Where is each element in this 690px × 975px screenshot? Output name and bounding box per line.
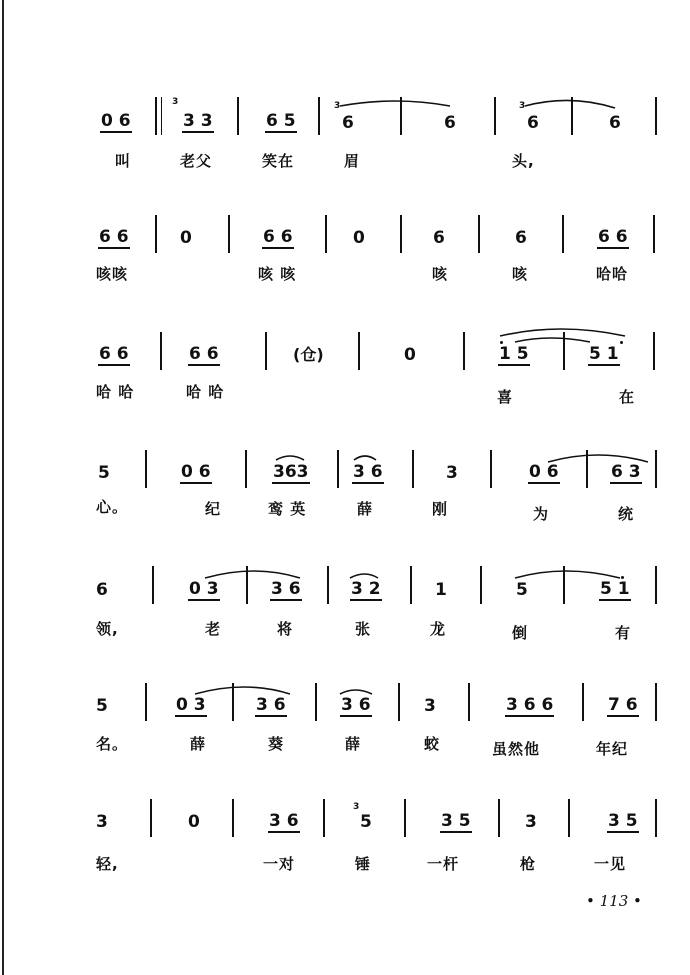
bar-line [145,683,147,721]
note: 6 [444,113,456,133]
slur-arc [548,455,648,462]
note-group: 6 6 [99,344,129,364]
lyric: 有 [615,624,632,642]
lyric: 龙 [430,620,447,638]
lyric: 喜 [497,388,514,406]
lyric: 咳 咳 [258,265,297,283]
note-group: 5 1 [600,579,630,599]
high-octave-dot [500,341,503,344]
note: 6 [433,228,445,248]
bar-line [478,215,480,253]
slur-arc [276,456,304,460]
note-group: 363 [273,462,309,482]
lyric: 在 [619,388,636,406]
note: 6 [527,113,539,133]
note: 0 [180,228,192,248]
note-group: 3 6 [353,462,383,482]
bar-line [655,566,657,604]
lyric: 一见 [594,855,627,873]
tie-arc [340,101,450,106]
high-octave-dot [620,341,623,344]
lyric: 咳 [512,265,529,283]
bar-line [398,683,400,721]
note-group: 6 6 [99,227,129,247]
note-group: 6 6 [598,227,628,247]
bar-line [150,799,152,837]
note: 6 [342,113,354,133]
bar-line [490,450,492,488]
bar-line [337,450,339,488]
slur-arc [340,690,372,694]
bar-line [232,683,234,721]
note: 6 [96,580,108,600]
lyric: 一杆 [427,855,460,873]
note-group: 3 6 6 [506,695,554,715]
note-group: 3 6 [271,579,301,599]
lyric: 哈 哈 [186,383,225,401]
lyric: 锤 [355,855,372,873]
lyric: 名。 [96,735,129,753]
lyric: 咳 [432,265,449,283]
note: 0 [353,228,365,248]
tie-arc [525,100,615,108]
bar-line [653,332,655,370]
lyric: 头, [512,152,535,170]
note: 5 [96,696,108,716]
lyric: 薛 [190,735,207,753]
lyric: 倒 [512,624,529,642]
note: 3 [424,696,436,716]
lyric: 枪 [520,855,537,873]
lyric: 咳咳 [96,265,129,283]
lyric: 笑在 [262,152,295,170]
bar-line [480,566,482,604]
bar-line [228,215,230,253]
note-group: 0 6 [529,462,559,482]
bar-line [325,215,327,253]
page-edge-rule [2,0,4,975]
note-group: 3 2 [351,579,381,599]
lyric: 将 [277,620,294,638]
grace-note: 3 [353,802,360,812]
lyric: 叫 [115,152,132,170]
bar-line [655,97,657,135]
note-group: 3 6 [269,811,299,831]
slur-arc [350,574,378,578]
lyric: 葵 [268,735,285,753]
bar-line [400,97,402,135]
note-group: 0 6 [101,111,131,131]
bar-line [237,97,239,135]
note-group: 5 1 [589,344,619,364]
lyric: 纪 [205,500,222,518]
bar-line [653,215,655,253]
lyric: 鸾 英 [268,500,307,518]
bar-line [412,450,414,488]
note: 5 [516,580,528,600]
high-octave-dot [621,576,624,579]
bar-line [655,799,657,837]
lyric: 哈哈 [596,265,629,283]
bar-line [468,683,470,721]
bar-line [155,215,157,253]
note-group: 3 3 [183,111,213,131]
bar-line [582,683,584,721]
note: 1 [435,580,447,600]
slur-arc [195,687,290,694]
lyric: 年纪 [596,740,629,758]
lyric: 哈 哈 [96,383,135,401]
note-group: 0 6 [181,462,211,482]
page-number: • 113 • [586,892,642,910]
bar-line [160,332,162,370]
lyric: 老父 [180,152,213,170]
note-group: 6 6 [263,227,293,247]
bar-line [494,97,496,135]
bar-line [563,566,565,604]
note: 6 [515,228,527,248]
note-group: 6 5 [266,111,296,131]
note: 0 [404,345,416,365]
bar-line [327,566,329,604]
bar-line [655,450,657,488]
note: 6 [609,113,621,133]
bar-line [315,683,317,721]
note-group: 1 5 [499,344,529,364]
note-group: 3 5 [441,811,471,831]
bar-line [400,215,402,253]
note-group: 6 6 [189,344,219,364]
note: 3 [525,812,537,832]
lyric: 蛟 [424,735,441,753]
bar-line [145,450,147,488]
note-group: 3 5 [608,811,638,831]
grace-note: 3 [334,101,341,111]
bar-line [232,799,234,837]
bar-line [246,566,248,604]
bar-line [323,799,325,837]
note-group: 0 3 [176,695,206,715]
bar-line [655,683,657,721]
bar-line [161,97,162,135]
lyric: 老 [205,620,222,638]
note: 0 [188,812,200,832]
slur-arc [515,338,590,342]
bar-line [563,332,565,370]
bar-line [410,566,412,604]
note-group: 3 6 [341,695,371,715]
note: 5 [98,463,110,483]
note: 5 [360,812,372,832]
note-group: 7 6 [608,695,638,715]
bar-line [318,97,320,135]
note: 3 [96,812,108,832]
bar-line [562,215,564,253]
bar-line [586,450,588,488]
grace-note: 3 [519,101,526,111]
lyric: 心。 [96,498,129,516]
bar-line [568,799,570,837]
lyric: 薛 [357,500,374,518]
note-group: 6 3 [611,462,641,482]
slur-arc [205,571,300,578]
lyric: 眉 [344,152,361,170]
bar-line [571,97,573,135]
lyric: 刚 [432,500,449,518]
lyric: 张 [355,620,372,638]
note-group: 0 3 [189,579,219,599]
bar-line [155,97,157,135]
grace-note: 3 [172,97,179,107]
bar-line [358,332,360,370]
slur-arc [515,571,620,578]
note-group: 3 6 [256,695,286,715]
lyric: 一对 [263,855,296,873]
slur-arc [354,456,376,460]
percussion-mark: (仓) [293,345,324,364]
lyric: 领, [96,620,119,638]
lyric: 虽然他 [492,740,541,758]
lyric: 轻, [96,855,119,873]
lyric: 薛 [345,735,362,753]
lyric: 统 [618,505,635,523]
bar-line [404,799,406,837]
bar-line [463,332,465,370]
note: 3 [446,463,458,483]
bar-line [152,566,154,604]
bar-line [245,450,247,488]
bar-line [265,332,267,370]
bar-line [498,799,500,837]
lyric: 为 [533,505,550,523]
